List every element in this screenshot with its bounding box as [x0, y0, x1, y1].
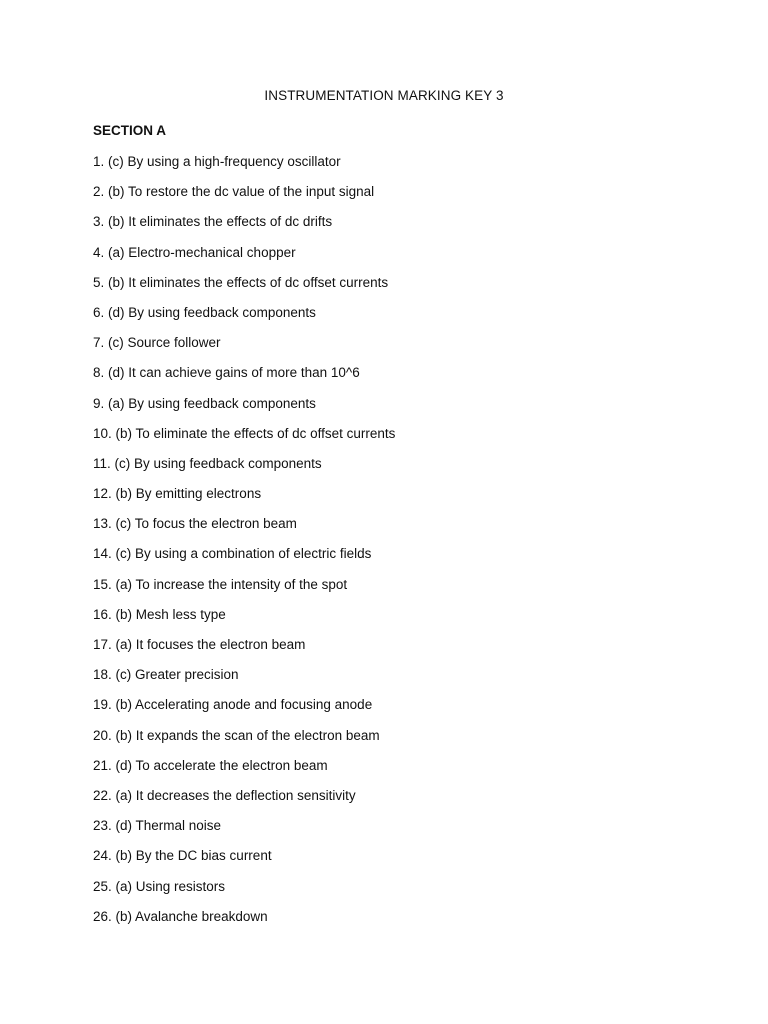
answer-list — [93, 154, 395, 939]
answer-item: 21. (d) To accelerate the electron beam — [93, 757, 328, 773]
answer-item: 26. (b) Avalanche breakdown — [93, 908, 268, 924]
answer-item: 7. (c) Source follower — [93, 335, 221, 351]
answer-item: 2. (b) To restore the dc value of the input signal — [93, 184, 375, 200]
answer-item: 18. (c) Greater precision — [93, 667, 239, 683]
answer-item: 22. (a) It decreases the deflection sensitivity — [93, 787, 356, 803]
answer-item: 19. (b) Accelerating anode and focusing anode — [93, 697, 373, 713]
answer-item: 11. (c) By using feedback components — [93, 455, 322, 471]
answer-item: 9. (a) By using feedback components — [93, 395, 316, 411]
document-title: INSTRUMENTATION MARKING KEY 3 — [264, 88, 504, 103]
answer-item: 3. (b) It eliminates the effects of dc drifts — [93, 214, 333, 230]
answer-item: 8. (d) It can achieve gains of more than 10^6 — [93, 365, 360, 381]
answer-item: 14. (c) By using a combination of electric fields — [93, 546, 372, 562]
answer-item: 12. (b) By emitting electrons — [93, 486, 262, 502]
answer-item: 5. (b) It eliminates the effects of dc offset currents — [93, 274, 389, 290]
answer-item: 4. (a) Electro-mechanical chopper — [93, 244, 296, 260]
answer-item: 16. (b) Mesh less type — [93, 606, 226, 622]
answer-item: 17. (a) It focuses the electron beam — [93, 637, 306, 652]
answer-item: 20. (b) It expands the scan of the electron beam — [93, 727, 380, 743]
answer-item: 15. (a) To increase the intensity of the spot — [93, 576, 348, 592]
answer-item: 24. (b) By the DC bias current — [93, 848, 272, 864]
answer-item: 1. (c) By using a high-frequency oscillator — [93, 154, 341, 169]
answer-item: 25. (a) Using resistors — [93, 878, 226, 894]
answer-item: 10. (b) To eliminate the effects of dc offset currents — [93, 425, 396, 441]
answer-item: 13. (c) To focus the electron beam — [93, 516, 297, 532]
answer-item: 23. (d) Thermal noise — [93, 818, 222, 834]
section-heading: SECTION A — [93, 123, 167, 138]
answer-item: 6. (d) By using feedback components — [93, 304, 316, 320]
